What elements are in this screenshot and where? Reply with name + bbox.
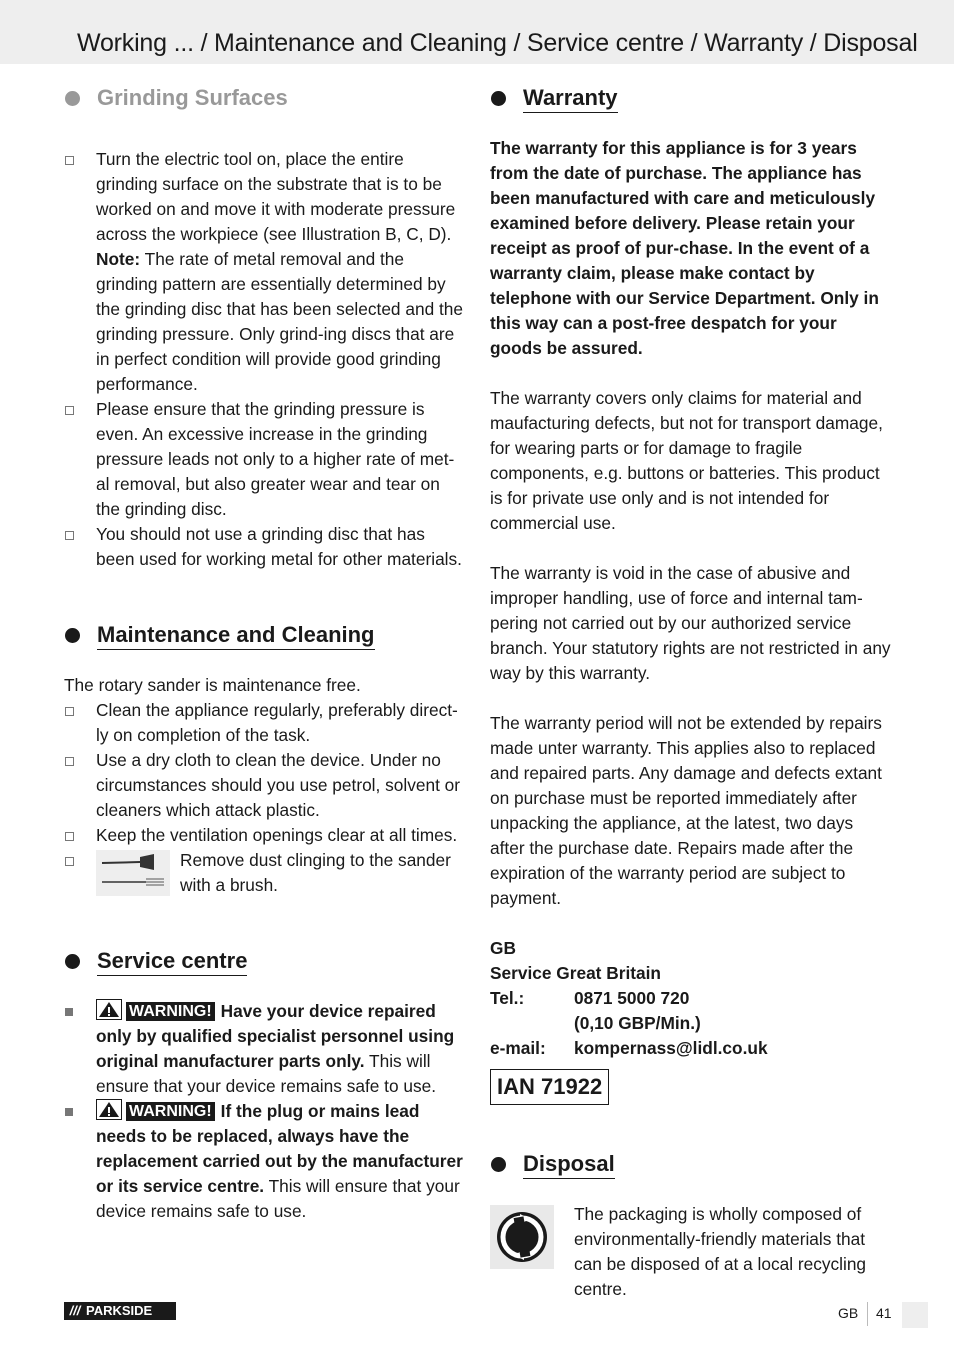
warning-label: WARNING! (126, 1002, 215, 1021)
bullet-dot-icon (65, 954, 80, 969)
checkbox-bullet-icon (65, 531, 74, 540)
square-bullet-icon (65, 1108, 73, 1116)
list-item: Turn the electric tool on, place the entire grinding surface on the substrate that is to be worked on and move it with moderate pressure across the workpiece (see Illustration B, C, D). Note: The rate of metal removal and the grinding pattern are essentially determined by the grinding disc that has been selected and the grinding pressure. Only grind-ing discs that are in perfect condition will provide good grinding performance. (64, 147, 464, 397)
parkside-logo: /// PARKSIDE (64, 1302, 176, 1320)
note-label: Note: (96, 249, 141, 269)
bullet-dot-icon (491, 1157, 506, 1172)
disposal-text: The packaging is wholly composed of environmentally-friendly materials that can be disposed of at a local recycling centre. (574, 1204, 867, 1299)
green-dot-recycling-icon (490, 1205, 554, 1269)
page-marker (902, 1302, 928, 1328)
page-separator (867, 1302, 868, 1326)
warranty-paragraph: The warranty is void in the case of abusive and improper handling, use of force and internal tam-pering not carried out by our authorized service branch. Your statutory rights are not restricted in any way by this warranty. (490, 563, 891, 683)
checkbox-bullet-icon (65, 757, 74, 766)
section-heading-service: Service centre (64, 946, 464, 977)
warning-label: WARNING! (126, 1102, 215, 1121)
bullet-dot-icon (491, 91, 506, 106)
square-bullet-icon (65, 1008, 73, 1016)
list-item: Clean the appliance regularly, preferably direct-ly on completion of the task. (64, 698, 464, 748)
section-heading-disposal: Disposal (490, 1149, 892, 1180)
warranty-paragraph: The warranty covers only claims for material and maufacturing defects, but not for transport damage, for wearing parts or for damage to fragile components, e.g. buttons or batteries. This product is for private use only and is not intended for commercial use. (490, 388, 883, 533)
list-item: Please ensure that the grinding pressure is even. An excessive increase in the grinding pressure leads not only to a higher rate of met-al removal, but also greater wear and tear on the grinding disc. (64, 397, 464, 522)
checkbox-bullet-icon (65, 406, 74, 415)
page-number: 41 (876, 1305, 892, 1321)
disposal-block (490, 1202, 892, 1302)
warning-item: WARNING! If the plug or mains lead needs to be replaced, always have the replacement carried out by the manufacturer or its service centre. This will ensure that your device remains safe to use. (64, 1099, 464, 1224)
checkbox-bullet-icon (65, 707, 74, 716)
maintenance-intro: The rotary sander is maintenance free. (64, 675, 361, 695)
checkbox-bullet-icon (65, 857, 74, 866)
warning-item: WARNING! Have your device repaired only by qualified specialist personnel using original manufacturer parts only. This will ensure that your device remains safe to use. (64, 999, 464, 1099)
warning-triangle-icon (96, 999, 122, 1020)
warranty-paragraph: The warranty period will not be extended by repairs made unter warranty. This applies also to replaced and repaired parts. Any damage and defects extant on purchase must be reported immediately after unpacking the appliance, at the latest, two days after the purchase date. Repairs made after the expiration of the warranty period are subject to payment. (490, 713, 882, 908)
list-item: You should not use a grinding disc that has been used for working metal for other materials. (64, 522, 464, 572)
brush-icon (96, 850, 170, 896)
left-column (64, 83, 464, 1224)
section-heading-maintenance: Maintenance and Cleaning (64, 620, 464, 651)
list-item: Keep the ventilation openings clear at all times. (64, 823, 464, 848)
contact-phone: 0871 5000 720 (574, 988, 690, 1008)
contact-email: kompernass@lidl.co.uk (574, 1038, 768, 1058)
bullet-dot-icon (65, 628, 80, 643)
ian-number: IAN 71922 (490, 1069, 609, 1105)
contact-table: Tel.: 0871 5000 720 (0,10 GBP/Min.) e-mail: kompernass@lidl.co.uk (490, 986, 768, 1061)
checkbox-bullet-icon (65, 156, 74, 165)
checkbox-bullet-icon (65, 832, 74, 841)
contact-rate: (0,10 GBP/Min.) (574, 1013, 701, 1033)
list-item: Use a dry cloth to clean the device. Under no circumstances should you use petrol, solvent or cleaners which attack plastic. (64, 748, 464, 823)
page-title: Working ... / Maintenance and Cleaning / Service centre / Warranty / Disposal (77, 29, 918, 57)
section-heading-grinding: Grinding Surfaces (64, 83, 464, 114)
page-header (0, 0, 954, 64)
warning-triangle-icon (96, 1099, 122, 1120)
bullet-dot-icon (65, 91, 80, 106)
page-language: GB (838, 1305, 859, 1321)
contact-country: GB (490, 938, 516, 958)
warranty-bold-paragraph: The warranty for this appliance is for 3 years from the date of purchase. The appliance has been manufactured with care and meticulously examined before delivery. Please retain your receipt as proof of pur-chase. In the event of a warranty claim, please make contact by telephone with our Service Department. Only in this way can a post-free despatch for your goods be assured. (490, 138, 879, 358)
contact-name: Service Great Britain (490, 963, 661, 983)
section-heading-warranty: Warranty (490, 83, 892, 114)
list-item: Remove dust clinging to the sander with a brush. (64, 848, 464, 898)
right-column (490, 83, 892, 1302)
